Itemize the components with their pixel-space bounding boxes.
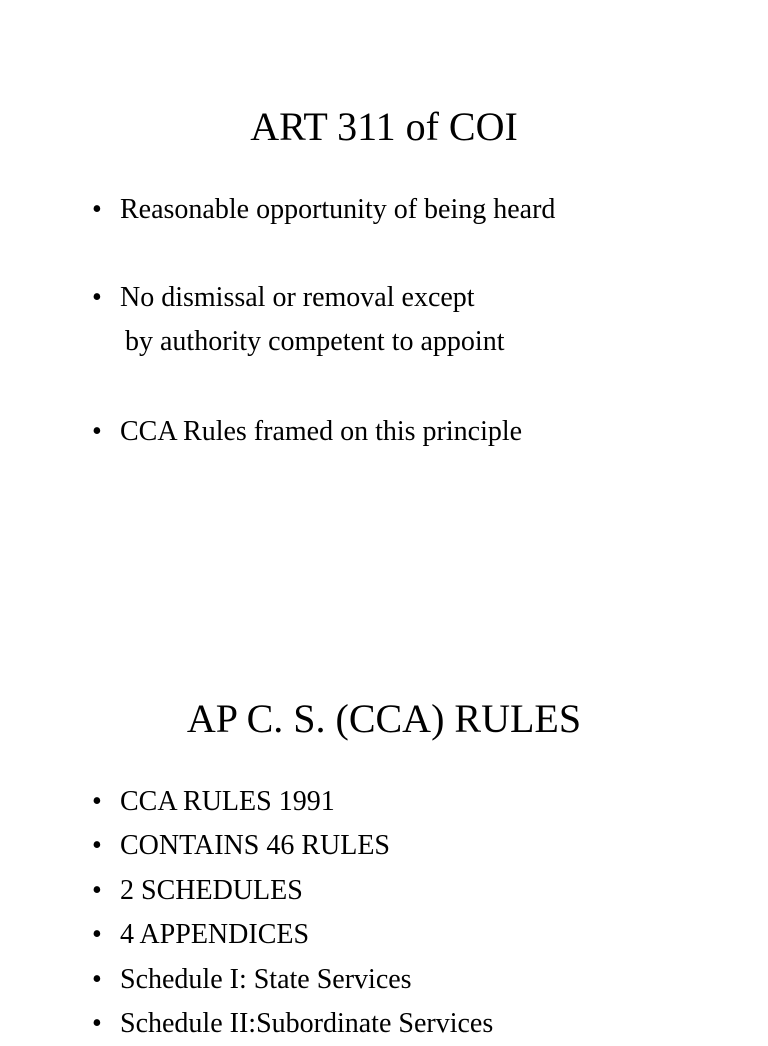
bullet-text: Reasonable opportunity of being heard — [120, 194, 556, 225]
list-item — [92, 824, 390, 868]
list-item — [92, 1002, 493, 1046]
list-item — [92, 958, 412, 1002]
bullet-continuation-text: by authority competent to appoint — [125, 326, 505, 357]
bullet-icon: • — [92, 786, 102, 817]
list-item — [92, 869, 303, 913]
bullet-text: 4 APPENDICES — [120, 919, 310, 950]
bullet-icon: • — [92, 1008, 102, 1039]
bullet-icon: • — [92, 964, 102, 995]
bullet-icon: • — [92, 875, 102, 906]
bullet-text: 2 SCHEDULES — [120, 875, 303, 906]
slide-title: AP C. S. (CCA) RULES — [186, 696, 582, 741]
bullet-text: CCA RULES 1991 — [120, 786, 335, 817]
list-item — [92, 913, 309, 957]
list-item — [92, 188, 555, 232]
bullet-icon: • — [92, 416, 102, 447]
slide-ap-cs-cca-rules — [0, 560, 768, 1039]
list-item — [92, 410, 522, 454]
list-item — [92, 276, 475, 320]
bullet-icon: • — [92, 282, 102, 313]
bullet-text: Schedule II:Subordinate Services — [120, 1008, 494, 1039]
bullet-icon: • — [92, 830, 102, 861]
bullet-icon: • — [92, 194, 102, 225]
list-item — [92, 780, 335, 824]
bullet-text: No dismissal or removal except — [120, 282, 475, 313]
bullet-text: Schedule I: State Services — [120, 964, 412, 995]
bullet-text: CONTAINS 46 RULES — [120, 830, 390, 861]
bullet-icon: • — [92, 919, 102, 950]
bullet-text: CCA Rules framed on this principle — [120, 416, 523, 447]
slide-title: ART 311 of COI — [250, 104, 518, 149]
